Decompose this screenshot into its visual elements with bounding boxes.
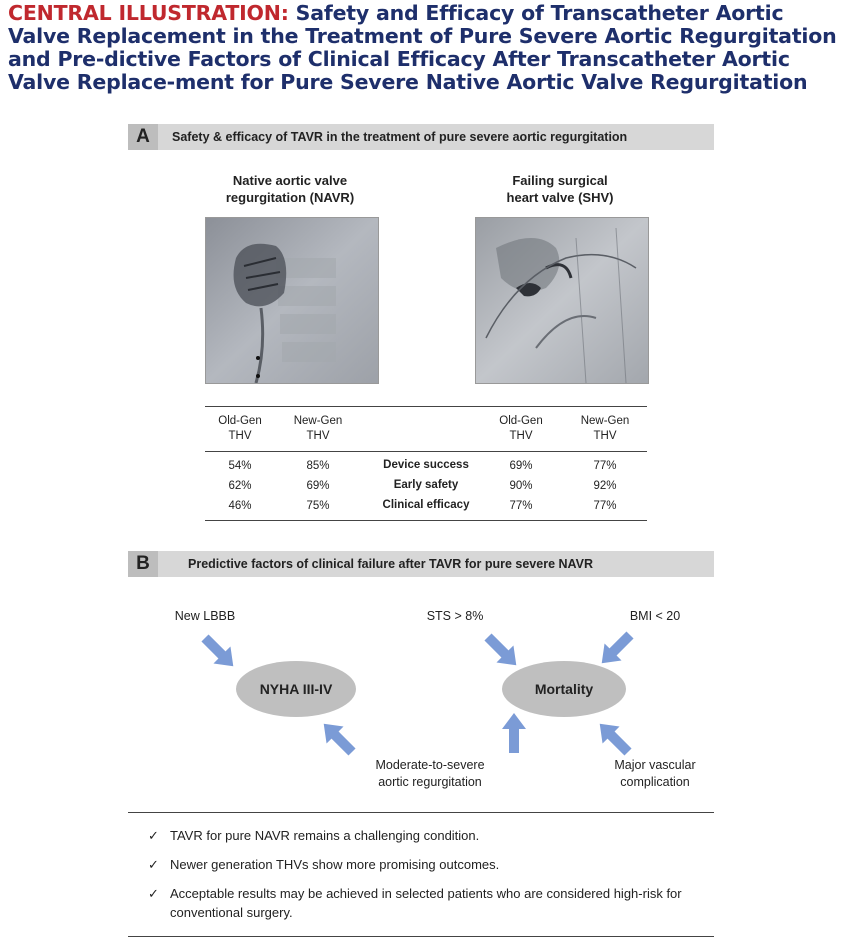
shv-caption-line1: Failing surgical <box>512 173 608 188</box>
check-icon: ✓ <box>148 857 159 872</box>
conclusions-top-rule <box>128 812 714 813</box>
table-row-0-navr-old: 54% <box>228 460 252 472</box>
outcome-nyha: NYHA III-IV <box>236 661 356 717</box>
header-navr-new-l2: THV <box>306 430 330 442</box>
title-text: Safety and Efficacy of Transcatheter Aortic Valve Replacement in the Treatment of Pure Severe Aortic Regurgitation and Pre-dictive Factors of Clinical Efficacy After Transcatheter Aortic Valve Replace-ment for Pure Severe Native Aortic Valve Regurgitation <box>8 1 837 94</box>
factor-major-vascular <box>590 757 720 791</box>
conclusions-bottom-rule <box>128 936 714 937</box>
header-navr-new-l1: New-Gen <box>293 415 343 427</box>
header-shv-old-l2: THV <box>509 430 533 442</box>
header-navr-old-l1: Old-Gen <box>218 415 262 427</box>
navr-caption-line2: regurgitation (NAVR) <box>225 190 355 205</box>
shv-caption-line2: heart valve (SHV) <box>506 190 614 205</box>
arrow-vascular <box>591 715 636 760</box>
factor-moderate-severe-ar <box>350 757 510 791</box>
factor-moderate-severe-ar-l1: Moderate-to-severe <box>375 758 485 772</box>
table-row-1-label: Early safety <box>393 479 459 491</box>
table-row-1-shv-new: 92% <box>593 480 617 492</box>
table-row-1-shv-old: 90% <box>509 480 533 492</box>
title-lead: CENTRAL ILLUSTRATION: <box>8 1 289 25</box>
conclusion-text-1: Newer generation THVs show more promising outcomes. <box>170 857 500 872</box>
table-row-2-label: Clinical efficacy <box>382 499 470 511</box>
factor-sts: STS > 8% <box>426 609 484 623</box>
panel-b-letter: B <box>128 551 158 577</box>
table-row-2-shv-new: 77% <box>593 500 617 512</box>
table-row-2-navr-old: 46% <box>228 500 252 512</box>
header-shv-old-l1: Old-Gen <box>499 415 543 427</box>
table-row-0-shv-new: 77% <box>593 460 617 472</box>
table-row-1-navr-old: 62% <box>228 480 252 492</box>
arrow-bmi <box>593 627 638 672</box>
conclusion-text-2: Acceptable results may be achieved in selected patients who are considered high-risk for conventional surgery. <box>170 886 682 920</box>
header-shv-new-l1: New-Gen <box>580 415 630 427</box>
check-icon: ✓ <box>148 886 159 901</box>
outcome-mortality: Mortality <box>502 661 626 717</box>
arrow-new-lbbb <box>197 630 242 675</box>
table-row-0-navr-new: 85% <box>306 460 330 472</box>
factor-major-vascular-l2: complication <box>620 775 690 789</box>
factor-moderate-severe-ar-l2: aortic regurgitation <box>378 775 482 789</box>
table-row-0-shv-old: 69% <box>509 460 533 472</box>
table-row-1-navr-new: 69% <box>306 480 330 492</box>
table-row-2-navr-new: 75% <box>306 500 330 512</box>
panel-a-title: Safety & efficacy of TAVR in the treatment of pure severe aortic regurgitation <box>172 130 628 144</box>
arrow-moderate-severe-ar <box>315 715 360 760</box>
factor-new-lbbb: New LBBB <box>174 609 236 623</box>
factor-bmi: BMI < 20 <box>629 609 681 623</box>
panel-b-title: Predictive factors of clinical failure after TAVR for pure severe NAVR <box>188 557 593 571</box>
conclusion-text-0: TAVR for pure NAVR remains a challenging condition. <box>170 828 480 843</box>
arrow-sts <box>480 629 525 674</box>
panel-a-letter: A <box>128 124 158 150</box>
table-row-0-label: Device success <box>383 459 469 471</box>
header-navr-old-l2: THV <box>228 430 252 442</box>
header-shv-new-l2: THV <box>593 430 617 442</box>
arrow-moderate-severe-ar-mortality <box>502 713 526 753</box>
factor-major-vascular-l1: Major vascular <box>614 758 696 772</box>
navr-caption-line1: Native aortic valve <box>232 173 348 188</box>
table-row-2-shv-old: 77% <box>509 500 533 512</box>
check-icon: ✓ <box>148 828 159 843</box>
